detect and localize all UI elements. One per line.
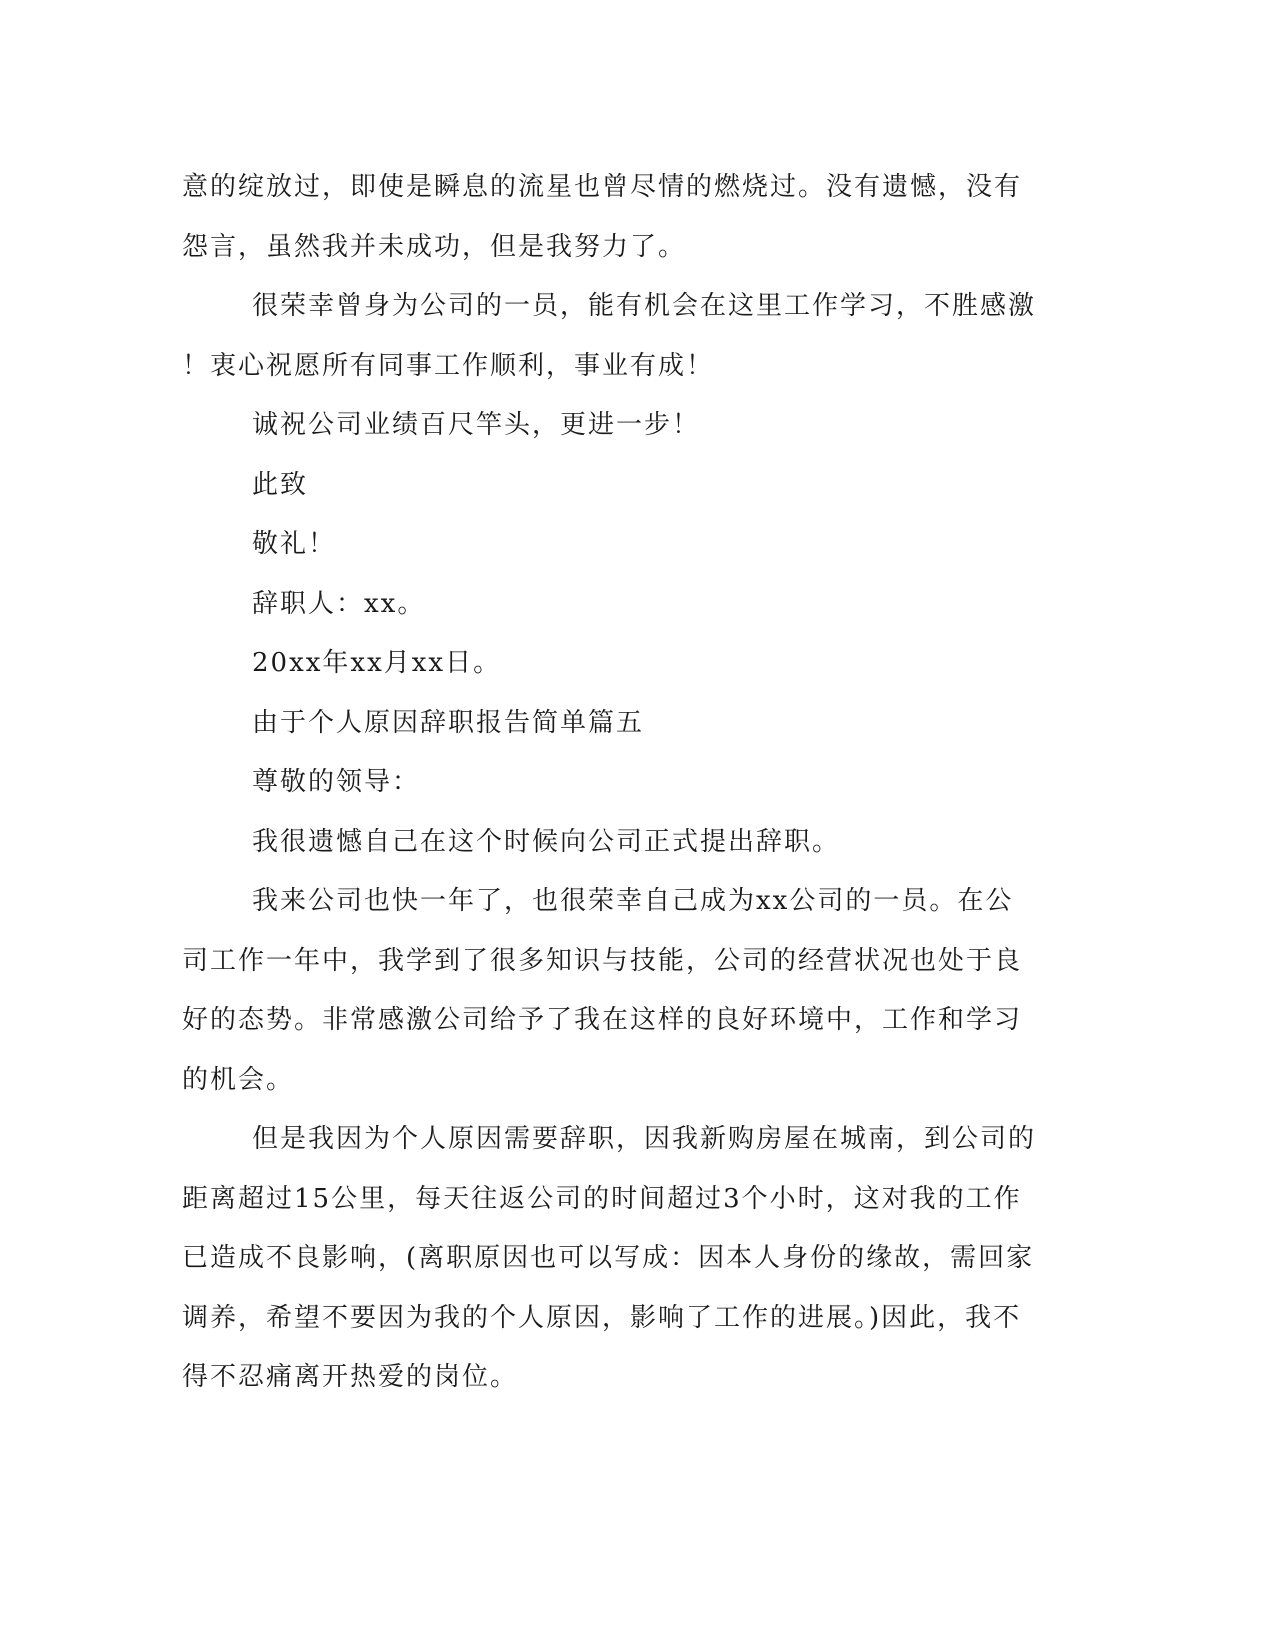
paragraph-start-line: 很荣幸曾身为公司的一员，能有机会在这里工作学习，不胜感激 — [252, 291, 1037, 321]
closing-wish-line: 诚祝公司业绩百尺竿头，更进一步！ — [252, 410, 701, 440]
text-line: 司工作一年中，我学到了很多知识与技能，公司的经营状况也处于良 — [182, 945, 1023, 976]
text-line: 怨言，虽然我并未成功，但是我努力了。 — [182, 231, 687, 262]
salutation-line: 此致 — [252, 469, 309, 500]
paragraph-start-line: 我很遗憾自己在这个时候向公司正式提出辞职。 — [252, 826, 841, 857]
text-line: 调养，希望不要因为我的个人原因，影响了工作的进展。)因此，我不 — [182, 1302, 1022, 1333]
text-line: 已造成不良影响，(离职原因也可以写成：因本人身份的缘故，需回家 — [182, 1243, 1035, 1273]
salutation-line: 敬礼！ — [252, 529, 337, 559]
paragraph-start-line: 但是我因为个人原因需要辞职，因我新购房屋在城南，到公司的 — [252, 1124, 1037, 1154]
section-title: 由于个人原因辞职报告简单篇五 — [252, 707, 645, 738]
date-line: 20xx年xx月xx日。 — [252, 648, 502, 678]
text-line: ！衷心祝愿所有同事工作顺利，事业有成！ — [182, 350, 715, 381]
document-body — [182, 158, 1042, 1408]
text-line: 的机会。 — [182, 1064, 295, 1095]
greeting-line: 尊敬的领导： — [252, 767, 421, 797]
text-line: 好的态势。非常感激公司给予了我在这样的良好环境中，工作和学习 — [182, 1005, 1023, 1035]
paragraph-start-line: 我来公司也快一年了，也很荣幸自己成为xx公司的一员。在公 — [252, 886, 1014, 916]
text-line: 得不忍痛离开热爱的岗位。 — [182, 1362, 519, 1392]
text-line: 距离超过15公里，每天往返公司的时间超过3个小时，这对我的工作 — [182, 1183, 1022, 1214]
signature-line: 辞职人：xx。 — [252, 588, 426, 619]
text-line: 意的绽放过，即使是瞬息的流星也曾尽情的燃烧过。没有遗憾，没有 — [182, 172, 1023, 202]
